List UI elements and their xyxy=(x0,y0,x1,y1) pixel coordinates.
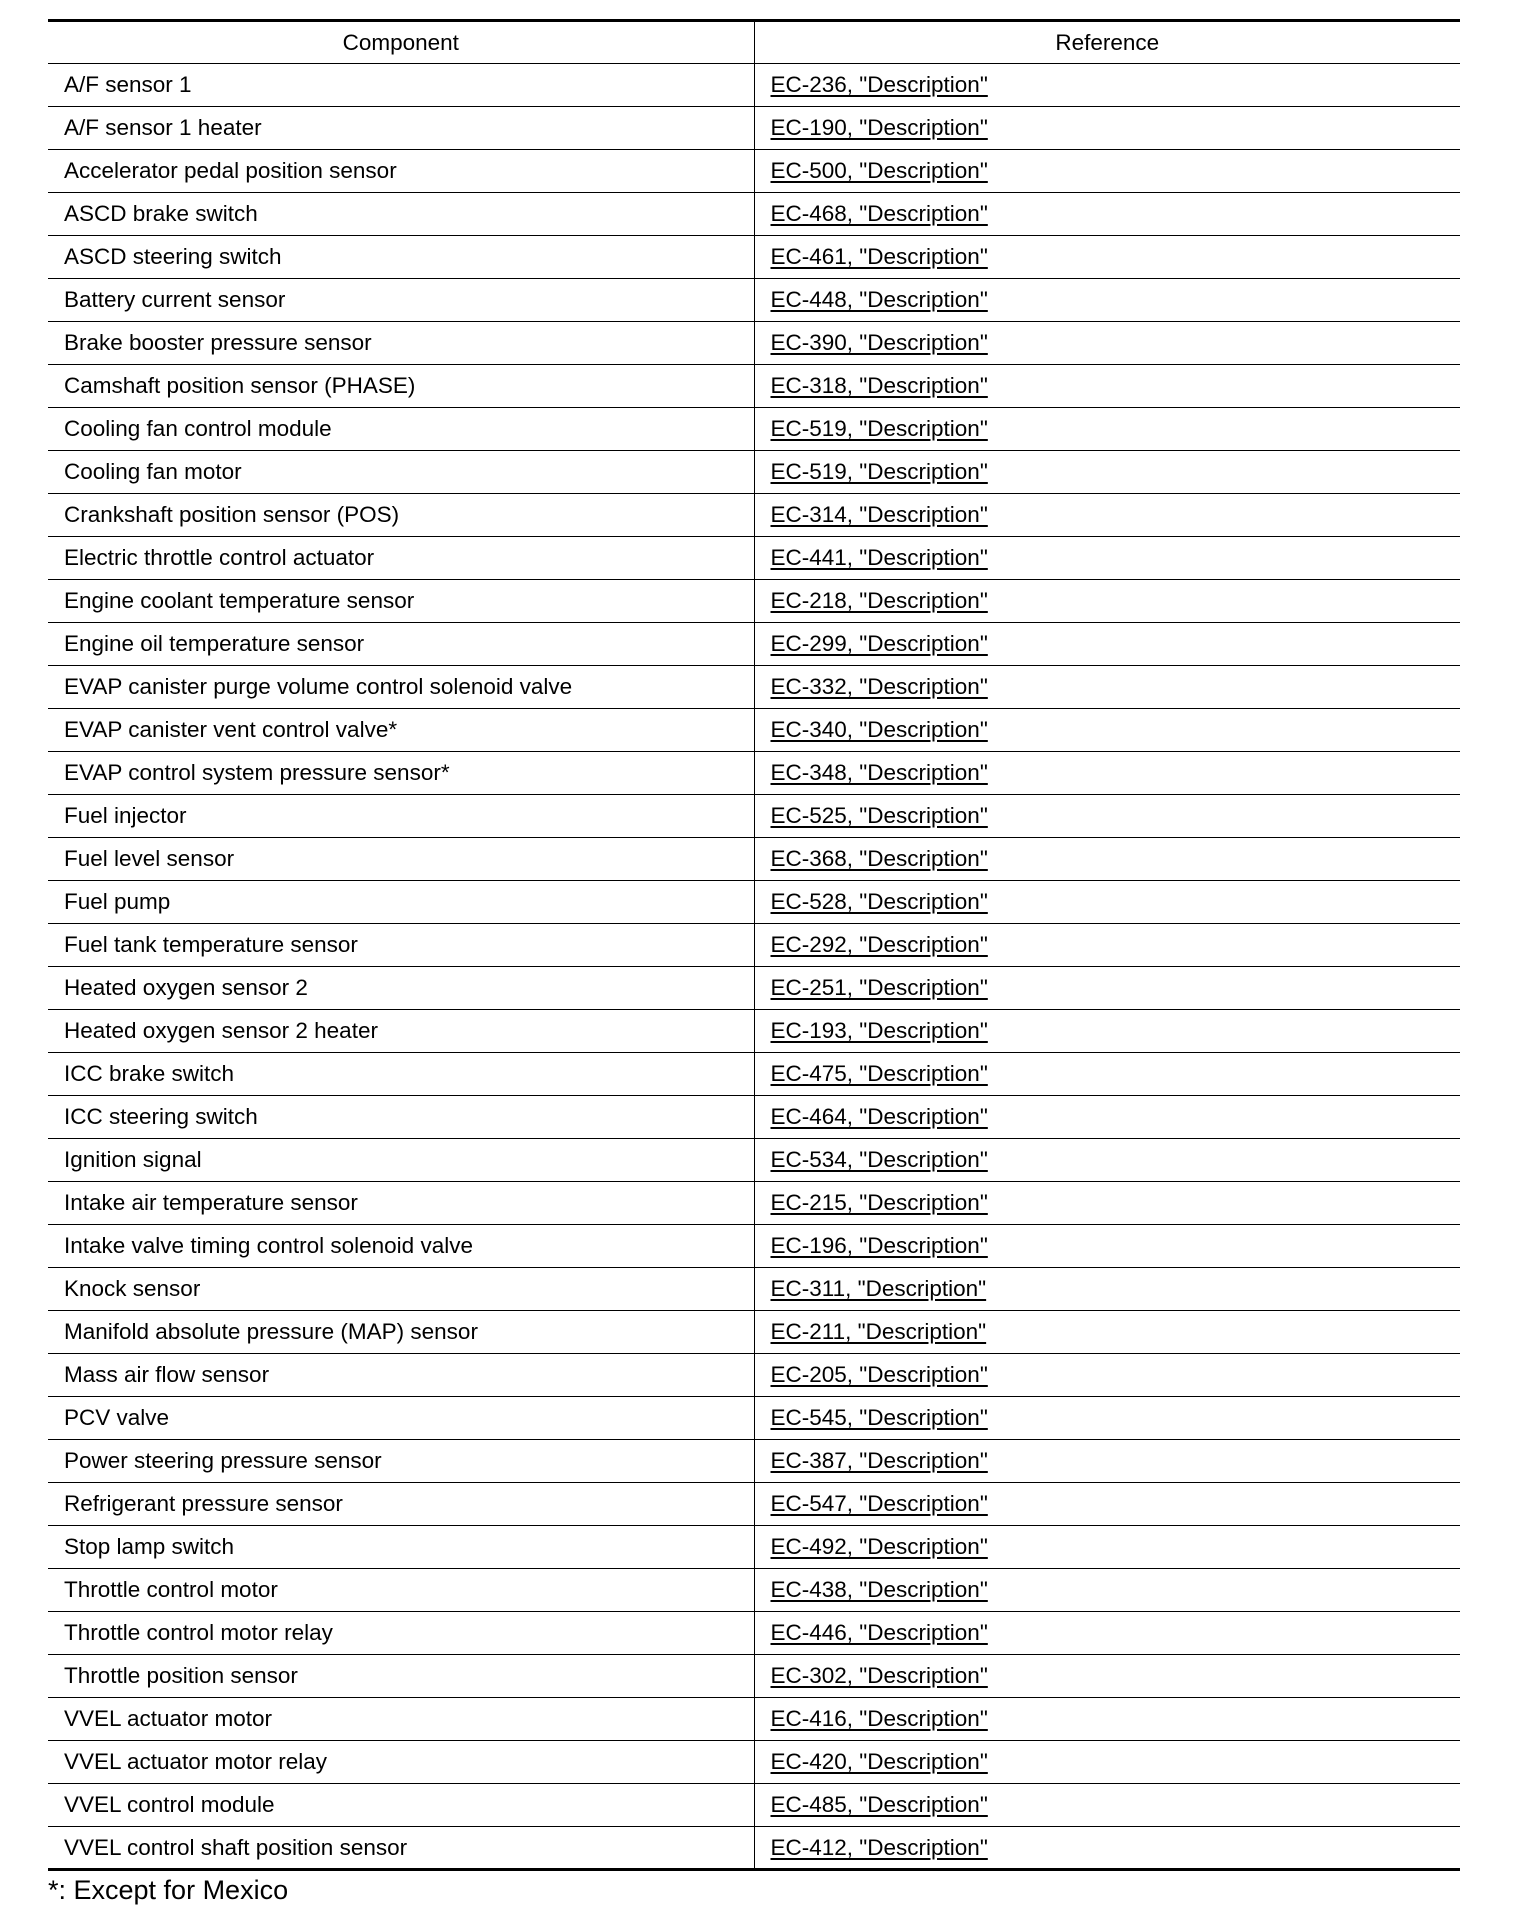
table-row xyxy=(48,795,1460,838)
document-page xyxy=(48,19,1460,1906)
component-cell: EVAP canister vent control valve* xyxy=(48,709,754,752)
table-row xyxy=(48,580,1460,623)
reference-cell xyxy=(754,193,1460,236)
reference-link[interactable]: EC-196, "Description" xyxy=(770,1233,988,1258)
reference-cell xyxy=(754,236,1460,279)
table-row xyxy=(48,752,1460,795)
component-cell: Fuel level sensor xyxy=(48,838,754,881)
reference-cell xyxy=(754,1655,1460,1698)
table-row xyxy=(48,1182,1460,1225)
reference-cell xyxy=(754,150,1460,193)
component-cell: Throttle control motor relay xyxy=(48,1612,754,1655)
reference-link[interactable]: EC-215, "Description" xyxy=(770,1190,988,1215)
table-row xyxy=(48,924,1460,967)
reference-link[interactable]: EC-292, "Description" xyxy=(770,932,988,957)
reference-cell xyxy=(754,924,1460,967)
reference-link[interactable]: EC-211, "Description" xyxy=(770,1319,987,1344)
table-row xyxy=(48,451,1460,494)
component-cell: Engine oil temperature sensor xyxy=(48,623,754,666)
reference-cell xyxy=(754,322,1460,365)
reference-link[interactable]: EC-420, "Description" xyxy=(770,1749,988,1774)
reference-cell xyxy=(754,1311,1460,1354)
reference-cell xyxy=(754,580,1460,623)
component-cell: Throttle position sensor xyxy=(48,1655,754,1698)
reference-cell xyxy=(754,1268,1460,1311)
component-cell: ICC steering switch xyxy=(48,1096,754,1139)
component-cell: Manifold absolute pressure (MAP) sensor xyxy=(48,1311,754,1354)
reference-cell xyxy=(754,537,1460,580)
table-row xyxy=(48,967,1460,1010)
component-cell: VVEL control module xyxy=(48,1784,754,1827)
table-row xyxy=(48,666,1460,709)
reference-link[interactable]: EC-348, "Description" xyxy=(770,760,988,785)
component-cell: Mass air flow sensor xyxy=(48,1354,754,1397)
component-cell: Cooling fan control module xyxy=(48,408,754,451)
table-row xyxy=(48,1612,1460,1655)
reference-cell xyxy=(754,1483,1460,1526)
table-row xyxy=(48,1784,1460,1827)
table-row xyxy=(48,64,1460,107)
reference-link[interactable]: EC-368, "Description" xyxy=(770,846,988,871)
component-reference-table xyxy=(48,19,1460,1871)
reference-link[interactable]: EC-500, "Description" xyxy=(770,158,988,183)
component-cell: Fuel injector xyxy=(48,795,754,838)
table-row xyxy=(48,623,1460,666)
reference-cell xyxy=(754,1526,1460,1569)
table-row xyxy=(48,1053,1460,1096)
reference-link[interactable]: EC-311, "Description" xyxy=(770,1276,987,1301)
component-cell: A/F sensor 1 heater xyxy=(48,107,754,150)
table-row xyxy=(48,1741,1460,1784)
table-header-row xyxy=(48,21,1460,64)
reference-cell xyxy=(754,967,1460,1010)
reference-link[interactable]: EC-519, "Description" xyxy=(770,459,988,484)
reference-link[interactable]: EC-485, "Description" xyxy=(770,1792,988,1817)
reference-link[interactable]: EC-534, "Description" xyxy=(770,1147,988,1172)
component-cell: EVAP control system pressure sensor* xyxy=(48,752,754,795)
component-cell: Accelerator pedal position sensor xyxy=(48,150,754,193)
reference-cell xyxy=(754,623,1460,666)
reference-cell xyxy=(754,795,1460,838)
reference-cell xyxy=(754,666,1460,709)
table-row xyxy=(48,107,1460,150)
reference-link[interactable]: EC-547, "Description" xyxy=(770,1491,988,1516)
reference-link[interactable]: EC-468, "Description" xyxy=(770,201,988,226)
component-cell: ASCD brake switch xyxy=(48,193,754,236)
reference-link[interactable]: EC-545, "Description" xyxy=(770,1405,988,1430)
table-row xyxy=(48,1311,1460,1354)
component-cell: Heated oxygen sensor 2 heater xyxy=(48,1010,754,1053)
reference-link[interactable]: EC-387, "Description" xyxy=(770,1448,988,1473)
table-row xyxy=(48,150,1460,193)
table-row xyxy=(48,1354,1460,1397)
table-row xyxy=(48,881,1460,924)
component-cell: ICC brake switch xyxy=(48,1053,754,1096)
reference-cell xyxy=(754,881,1460,924)
reference-link[interactable]: EC-475, "Description" xyxy=(770,1061,988,1086)
table-row xyxy=(48,408,1460,451)
reference-cell xyxy=(754,709,1460,752)
reference-link[interactable]: EC-340, "Description" xyxy=(770,717,988,742)
reference-cell xyxy=(754,752,1460,795)
reference-cell xyxy=(754,1741,1460,1784)
reference-link[interactable]: EC-441, "Description" xyxy=(770,545,988,570)
reference-link[interactable]: EC-236, "Description" xyxy=(770,72,988,97)
component-cell: PCV valve xyxy=(48,1397,754,1440)
reference-cell xyxy=(754,838,1460,881)
footnote: *: Except for Mexico xyxy=(48,1875,289,1905)
component-cell: Power steering pressure sensor xyxy=(48,1440,754,1483)
component-cell: Knock sensor xyxy=(48,1268,754,1311)
reference-link[interactable]: EC-464, "Description" xyxy=(770,1104,988,1129)
table-row xyxy=(48,1010,1460,1053)
reference-cell xyxy=(754,279,1460,322)
table-row xyxy=(48,322,1460,365)
component-cell: ASCD steering switch xyxy=(48,236,754,279)
table-row xyxy=(48,1268,1460,1311)
table-row xyxy=(48,193,1460,236)
table-row xyxy=(48,279,1460,322)
reference-cell xyxy=(754,1827,1460,1870)
reference-cell xyxy=(754,107,1460,150)
table-row xyxy=(48,838,1460,881)
reference-link[interactable]: EC-528, "Description" xyxy=(770,889,988,914)
reference-cell xyxy=(754,1698,1460,1741)
reference-cell xyxy=(754,1612,1460,1655)
component-cell: Stop lamp switch xyxy=(48,1526,754,1569)
table-row xyxy=(48,1096,1460,1139)
table-row xyxy=(48,494,1460,537)
component-cell: Refrigerant pressure sensor xyxy=(48,1483,754,1526)
reference-cell xyxy=(754,408,1460,451)
reference-cell xyxy=(754,451,1460,494)
table-row xyxy=(48,1526,1460,1569)
component-cell: A/F sensor 1 xyxy=(48,64,754,107)
component-cell: Fuel tank temperature sensor xyxy=(48,924,754,967)
reference-cell xyxy=(754,1096,1460,1139)
reference-cell xyxy=(754,1225,1460,1268)
reference-cell xyxy=(754,494,1460,537)
reference-link[interactable]: EC-251, "Description" xyxy=(770,975,988,1000)
reference-link[interactable]: EC-412, "Description" xyxy=(770,1834,988,1860)
table-row xyxy=(48,537,1460,580)
reference-cell xyxy=(754,1010,1460,1053)
table-row xyxy=(48,236,1460,279)
header-component: Component xyxy=(48,21,754,64)
reference-cell xyxy=(754,1397,1460,1440)
reference-link[interactable]: EC-190, "Description" xyxy=(770,115,988,140)
reference-link[interactable]: EC-332, "Description" xyxy=(770,674,988,699)
reference-cell xyxy=(754,64,1460,107)
reference-cell xyxy=(754,1784,1460,1827)
reference-cell xyxy=(754,365,1460,408)
table-row xyxy=(48,1440,1460,1483)
reference-link[interactable]: EC-461, "Description" xyxy=(770,244,988,269)
reference-cell xyxy=(754,1354,1460,1397)
component-cell: Engine coolant temperature sensor xyxy=(48,580,754,623)
reference-link[interactable]: EC-218, "Description" xyxy=(770,588,988,613)
table-row xyxy=(48,1225,1460,1268)
table-body xyxy=(48,64,1460,1870)
reference-link[interactable]: EC-446, "Description" xyxy=(770,1620,988,1645)
reference-link[interactable]: EC-525, "Description" xyxy=(770,803,988,828)
reference-cell xyxy=(754,1569,1460,1612)
component-cell: VVEL actuator motor relay xyxy=(48,1741,754,1784)
component-cell: Electric throttle control actuator xyxy=(48,537,754,580)
reference-link[interactable]: EC-416, "Description" xyxy=(770,1706,988,1731)
reference-link[interactable]: EC-193, "Description" xyxy=(770,1018,988,1043)
component-cell: VVEL actuator motor xyxy=(48,1698,754,1741)
reference-link[interactable]: EC-314, "Description" xyxy=(770,502,988,527)
reference-link[interactable]: EC-318, "Description" xyxy=(770,373,988,398)
table-row xyxy=(48,1655,1460,1698)
table-row xyxy=(48,1698,1460,1741)
component-cell: Fuel pump xyxy=(48,881,754,924)
component-cell: Camshaft position sensor (PHASE) xyxy=(48,365,754,408)
component-cell: Intake valve timing control solenoid valve xyxy=(48,1225,754,1268)
component-cell: Ignition signal xyxy=(48,1139,754,1182)
table-row xyxy=(48,709,1460,752)
reference-link[interactable]: EC-492, "Description" xyxy=(770,1534,988,1559)
component-cell: VVEL control shaft position sensor xyxy=(48,1827,754,1870)
reference-link[interactable]: EC-299, "Description" xyxy=(770,631,988,656)
reference-cell xyxy=(754,1440,1460,1483)
component-cell: Cooling fan motor xyxy=(48,451,754,494)
reference-link[interactable]: EC-448, "Description" xyxy=(770,287,988,312)
component-cell: Throttle control motor xyxy=(48,1569,754,1612)
reference-link[interactable]: EC-438, "Description" xyxy=(770,1577,988,1602)
component-cell: Intake air temperature sensor xyxy=(48,1182,754,1225)
table-row xyxy=(48,1397,1460,1440)
reference-cell xyxy=(754,1139,1460,1182)
component-cell: Brake booster pressure sensor xyxy=(48,322,754,365)
reference-cell xyxy=(754,1053,1460,1096)
reference-link[interactable]: EC-302, "Description" xyxy=(770,1663,988,1688)
header-reference: Reference xyxy=(1055,29,1160,55)
table-row xyxy=(48,1483,1460,1526)
reference-link[interactable]: EC-205, "Description" xyxy=(770,1362,988,1387)
component-cell: EVAP canister purge volume control solenoid valve xyxy=(48,666,754,709)
reference-cell xyxy=(754,1182,1460,1225)
table-row xyxy=(48,1569,1460,1612)
reference-link[interactable]: EC-390, "Description" xyxy=(770,330,988,355)
reference-link[interactable]: EC-519, "Description" xyxy=(770,416,988,441)
table-row xyxy=(48,365,1460,408)
component-cell: Crankshaft position sensor (POS) xyxy=(48,494,754,537)
table-row xyxy=(48,1139,1460,1182)
component-cell: Heated oxygen sensor 2 xyxy=(48,967,754,1010)
component-cell: Battery current sensor xyxy=(48,279,754,322)
table-row xyxy=(48,1827,1460,1870)
